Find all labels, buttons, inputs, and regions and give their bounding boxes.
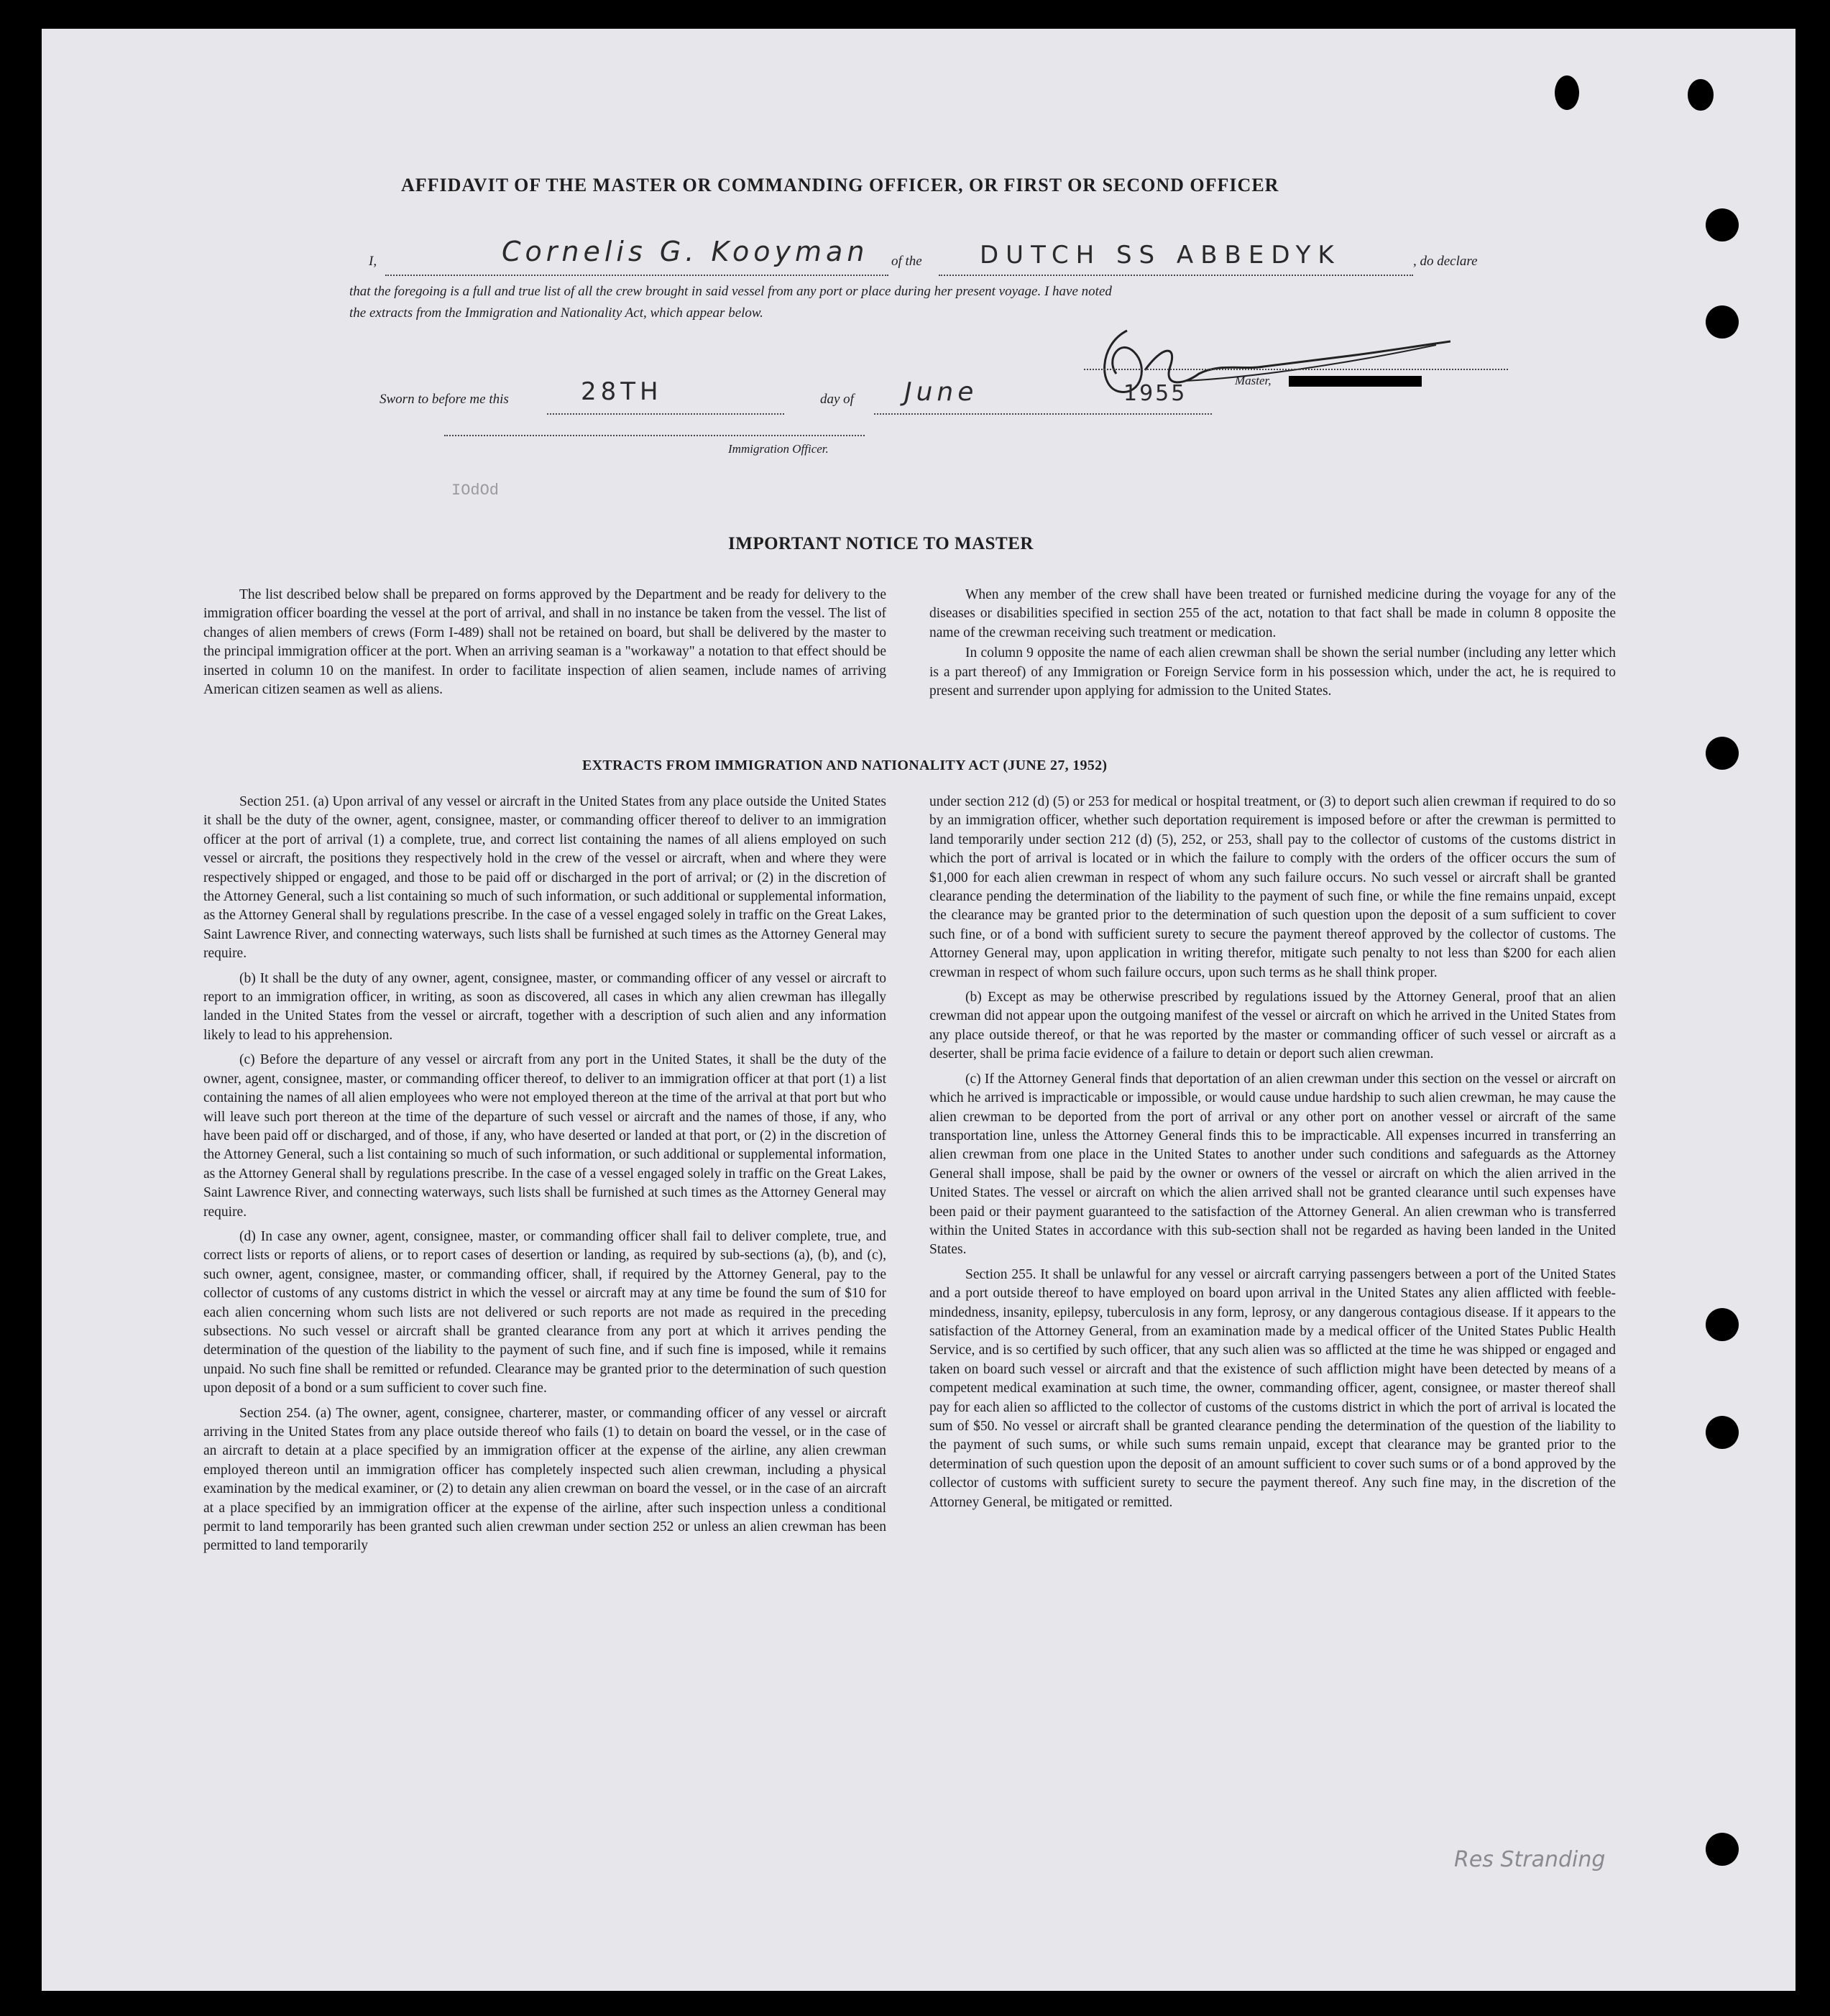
punch-hole bbox=[1706, 1308, 1739, 1341]
redaction-bar bbox=[1289, 376, 1422, 387]
punch-hole bbox=[1706, 737, 1739, 770]
section-254-b: (b) Except as may be otherwise prescribed by regulations issued by the Attorney General, proof that an alien crewman did not appear upon the outgoing manifest of the vessel or aircraft on which he arrived in the United States from any place outside thereof, or that he was reported by the master or commanding officer of such vessel or aircraft as a deserter, shall be prima facie evidence of a failure to detain or deport such alien crewman. bbox=[929, 990, 1616, 1062]
notice-left-column bbox=[203, 586, 886, 705]
section-255: Section 255. It shall be unlawful for any vessel or aircraft carrying passengers between a port of the United States and a port outside thereof to have employed on board upon arrival in the United States any alien afflicted with feeble-mindedness, insanity, epilepsy, tuberculosis in any form, leprosy, or any dangerous contagious disease. If it appears to the satisfaction of the Attorney General, from an examination made by a medical officer of the United States Public Health Service, and is so certified by such officer, that any such alien was so afflicted at the time he was shipped or engaged and taken on board such vessel or aircraft and that the existence of such affliction might have been detected by means of a competent medical examination at such time, the owner, commanding officer, agent, consignee, or master thereof shall pay for each alien so afflicted to the collector of customs of the customs district in which the port of arrival is located the sum of $50. No vessel or aircraft shall be granted clearance pending the determination of the question of the liability to the payment of such sums, or while such sums remain unpaid, except that clearance may be granted prior to the determination of such question upon the deposit of an amount sufficient to cover such sums or of a bond approved by the collector of customs with sufficient surety to secure the payment thereof. Any such fine may, in the discretion of the Attorney General, be mitigated or remitted. bbox=[929, 1266, 1616, 1510]
notice-right-paragraph-1: When any member of the crew shall have been treated or furnished medicine during the voyage for any of the diseases or disabilities specified in section 255 of the act, notation to that fact shall be made in column 8 opposite the name of the crewman receiving such treatment or medication. bbox=[929, 587, 1616, 640]
notice-heading: IMPORTANT NOTICE TO MASTER bbox=[728, 534, 1034, 553]
statement-line-1: that the foregoing is a full and true list of all the crew brought in said vessel from any port or place during her present voyage. I have noted bbox=[349, 284, 1112, 299]
officer-signature-line bbox=[444, 431, 865, 436]
do-declare-label: , do declare bbox=[1413, 254, 1478, 269]
punch-hole bbox=[1706, 208, 1739, 241]
affidavit-title: AFFIDAVIT OF THE MASTER OR COMMANDING OFFICER, OR FIRST OR SECOND OFFICER bbox=[401, 175, 1279, 195]
sworn-year: 1955 bbox=[1123, 381, 1187, 406]
punch-hole bbox=[1688, 79, 1714, 111]
punch-hole bbox=[1706, 1416, 1739, 1449]
sworn-month-handwritten: June bbox=[904, 377, 978, 407]
bottom-handwritten-annotation: Res Stranding bbox=[1454, 1847, 1606, 1872]
day-of-label: day of bbox=[820, 392, 854, 407]
extracts-right-column bbox=[929, 793, 1616, 1518]
punch-hole bbox=[1555, 75, 1579, 110]
section-251-b: (b) It shall be the duty of any owner, agent, consignee, master, or commanding officer of any vessel or aircraft to report to an immigration officer, in writing, as soon as discovered, all cases in which any alien crewman has illegally landed in the United States from the vessel or aircraft, together with a description of such alien and any information likely to lead to his apprehension. bbox=[203, 970, 886, 1043]
section-251-c: (c) Before the departure of any vessel or aircraft from any port in the United States, it shall be the duty of the owner, agent, consignee, master, or commanding officer thereof, to deliver to an immigration officer at that port (1) a list containing the names of all alien employees who were not employed thereon at the time of the arrival at that port but who will leave such port thereon at the time of the departure of such vessel or aircraft and the names of those, if any, who have been paid off or discharged, and of those, if any, who have deserted or landed at that port, or (2) in the discretion of the Attorney General, such a list containing so much of such information, or such additional or supplemental information, as the Attorney General shall by regulations prescribe. In the case of a vessel engaged solely in traffic on the Great Lakes, Saint Lawrence River, and connecting waterways, such lists shall be furnished at such times as the Attorney General may require. bbox=[203, 1052, 886, 1220]
document-page bbox=[42, 29, 1795, 1991]
notice-right-column bbox=[929, 586, 1616, 706]
section-254-a-continued: under section 212 (d) (5) or 253 for medical or hospital treatment, or (3) to deport such alien crewman if required to do so by an immigration officer, whether such deportation requirement is imposed before or after the crewman is permitted to land temporarily under section 212 (d) (5), 252, or 253, shall pay to the collector of customs of the customs district in which the port of arrival is located or in which the failure to comply with the orders of the officer occurs the sum of $1,000 for each alien crewman in respect of whom any such failure occurs. No such vessel or aircraft shall be granted clearance pending the determination of the liability to the payment of such fine, or while the fine remains unpaid, except the clearance may be granted prior to the determination of such question upon the deposit of a sum sufficient to cover such fine, or of a bond with sufficient surety to secure the payment thereof approved by the collector of customs. The Attorney General may, upon application in writing therefor, mitigate such penalty to not less than $200 for each alien crewman in respect of whom such failure occurs, upon such terms as he shall think proper. bbox=[929, 794, 1616, 980]
section-254-c: (c) If the Attorney General finds that deportation of an alien crewman under this section on the vessel or aircraft on which he arrived is impracticable or impossible, or would cause undue hardship to such alien crewman, he may cause the alien crewman to be deported from the port of arrival or any other port on another vessel or aircraft of the same transportation line, unless the Attorney General finds this to be impracticable. All expenses incurred in transferring an alien crewman from one place in the United States to another under such conditions and safeguards as the Attorney General shall impose, shall be paid by the owner or owners of the vessel or aircraft on which the alien arrived in the United States. The vessel or aircraft on which the alien arrived shall not be granted clearance until such expenses have been paid or their payment guaranteed to the satisfaction of the Attorney General. An alien crewman who is transferred within the United States in accordance with this sub-section shall not be regarded as having been landed in the United States. bbox=[929, 1071, 1616, 1258]
statement-line-2: the extracts from the Immigration and Nationality Act, which appear below. bbox=[349, 305, 763, 321]
extracts-left-column bbox=[203, 793, 886, 1562]
notice-right-paragraph-2: In column 9 opposite the name of each alien crewman shall be shown the serial number (including any letter which is a part thereof) of any Immigration or Foreign Service form in his possession which, under the act, he is required to present and surrender upon applying for admission to the United States. bbox=[929, 645, 1616, 699]
master-name-handwritten: Cornelis G. Kooyman bbox=[502, 236, 869, 267]
vessel-handwritten: DUTCH SS ABBEDYK bbox=[980, 241, 1341, 270]
sworn-label: Sworn to before me this bbox=[380, 392, 509, 407]
notice-left-paragraph: The list described below shall be prepared on forms approved by the Department and be ready for delivery to the immigration officer boarding the vessel at the port of arrival, and shall in no instance be taken from the vessel. The list of changes of alien members of crews (Form I-489) shall not be retained on board, but shall be delivered by the master to the principal immigration officer at the port. When an arriving seaman is a "workaway" a notation to that effect should be inserted in column 10 on the manifest. In order to facilitate inspection of alien seamen, include names of arriving American citizen seamen as well as aliens. bbox=[203, 587, 886, 698]
i-label: I, bbox=[369, 254, 377, 269]
section-251-a: Section 251. (a) Upon arrival of any vessel or aircraft in the United States from any place outside the United States it shall be the duty of the owner, agent, consignee, master, or commanding officer thereof to deliver to an immigration officer at the port of arrival (1) a complete, true, and correct list containing the names of all aliens employed on such vessel or aircraft, the positions they respectively hold in the crew of the vessel or aircraft, when and where they were respectively shipped or engaged, and those to be paid off or discharged in the port of arrival; or (2) in the discretion of the Attorney General, such a list containing so much of such information, or such additional or supplemental information, as the Attorney General shall by regulations prescribe. In the case of a vessel engaged solely in traffic on the Great Lakes, Saint Lawrence River, and connecting waterways, such lists shall be furnished at such times as the Attorney General may require. bbox=[203, 794, 886, 962]
punch-hole bbox=[1706, 1833, 1739, 1866]
section-254-a: Section 254. (a) The owner, agent, consignee, charterer, master, or commanding officer of any vessel or aircraft arriving in the United States from any place outside thereof who fails (1) to detain on board the vessel, or in the case of an aircraft to detain at a place specified by an immigration officer at the expense of the airline, any alien crewman employed thereon until an immigration officer has completely inspected such alien crewman, including a physical examination by the medical examiner, or (2) to detain any alien crewman on board the vessel, or in the case of an aircraft at a place specified by an immigration officer at the expense of the airline, after such inspection unless a conditional permit to land temporarily has been granted such alien crewman under section 252 or unless an alien crewman has been permitted to land temporarily bbox=[203, 1405, 886, 1554]
master-label: Master, bbox=[1235, 374, 1272, 387]
bleed-through-mark: IOdOd bbox=[451, 482, 500, 500]
punch-hole bbox=[1706, 305, 1739, 339]
master-signature-line bbox=[1084, 365, 1508, 370]
extracts-heading: EXTRACTS FROM IMMIGRATION AND NATIONALITY ACT (JUNE 27, 1952) bbox=[582, 758, 1108, 773]
of-the-label: of the bbox=[891, 254, 922, 269]
sworn-day-handwritten: 28TH bbox=[581, 377, 663, 406]
section-251-d: (d) In case any owner, agent, consignee, master, or commanding officer shall fail to deliver complete, true, and correct lists or reports of aliens, or to report cases of desertion or landing, as required by sub-sections (a), (b), and (c), such owner, agent, consignee, master, or commanding officer, shall, if required by the Attorney General, pay to the collector of customs of any customs district in which the vessel or aircraft may at any time be found the sum of $10 for each alien concerning whom such lists are not delivered or such reports are not made as required in the preceding subsections. No such vessel or aircraft shall be granted clearance from any port at which it arrives pending the determination of the question of the liability to the payment of such fine, and if such fine is imposed, while it remains unpaid. No such fine shall be remitted or refunded. Clearance may be granted prior to the determination of such question upon deposit of a bond or a sum sufficient to cover such fine. bbox=[203, 1228, 886, 1396]
officer-label: Immigration Officer. bbox=[728, 442, 829, 456]
